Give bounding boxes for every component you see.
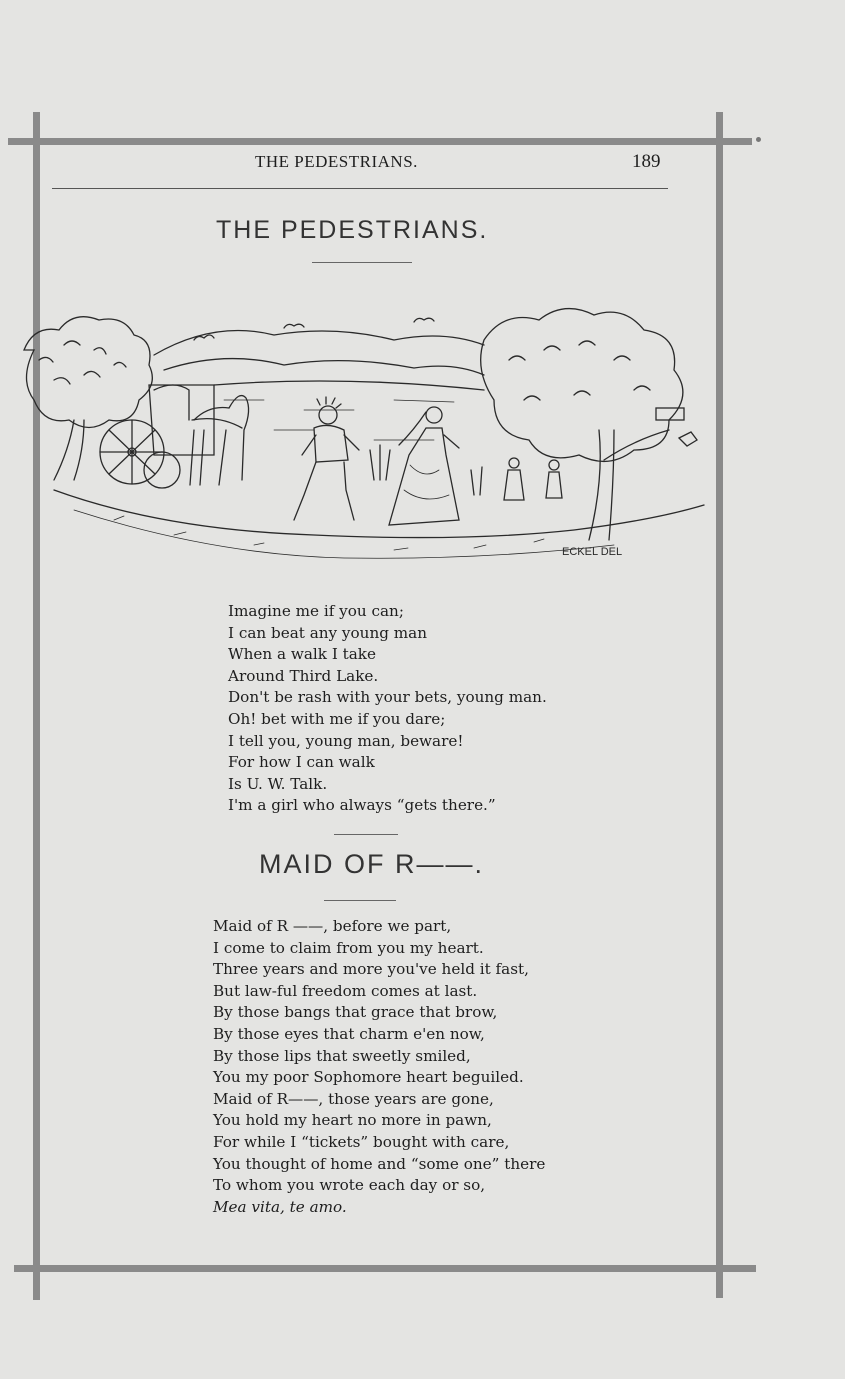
poem-line: By those bangs that grace that brow, [213, 1003, 498, 1022]
poem-line: To whom you wrote each day or so, [213, 1176, 486, 1195]
poem-line: I tell you, young man, beware! [228, 731, 464, 750]
poem-line: Imagine me if you can; [228, 602, 404, 620]
border-top-rule [8, 138, 752, 145]
poem-line: When a walk I take [228, 645, 376, 664]
poem-line: You my poor Sophomore heart beguiled. [213, 1068, 524, 1087]
poem-line: Three years and more you've held it fast, [213, 960, 529, 979]
poem-line: You thought of home and “some one” there [213, 1154, 546, 1173]
poem-line: By those lips that sweetly smiled, [213, 1046, 471, 1065]
poem-line: But law-ful freedom comes at last. [213, 981, 478, 1000]
poem-pedestrians [228, 601, 547, 817]
poem-title-maid-of-r: MAID OF R——. [259, 849, 484, 879]
poem-line: By those eyes that charm e'en now, [213, 1024, 485, 1043]
poem-line: Maid of R——, those years are gone, [213, 1089, 494, 1108]
poem-line: Oh! bet with me if you dare; [228, 709, 446, 728]
poem-line-latin: Mea vita, te amo. [213, 1197, 347, 1216]
title-underline [312, 262, 412, 263]
poem-line: Maid of R ——, before we part, [213, 917, 452, 935]
poem-line: Around Third Lake. [228, 666, 379, 685]
section-divider [334, 834, 398, 835]
poem-line: For how I can walk [228, 753, 375, 772]
poem-line: For while I “tickets” bought with care, [213, 1132, 510, 1151]
illustration-pedestrians [14, 280, 714, 590]
poem-line: I come to claim from you my heart. [213, 938, 484, 957]
ink-dot [756, 137, 761, 142]
poem-title-pedestrians: THE PEDESTRIANS. [216, 216, 489, 244]
poem-maid-of-r [213, 916, 545, 1218]
illustration-signature: ECKEL DEL [562, 546, 623, 558]
title-underline [324, 900, 396, 901]
border-bottom-rule [14, 1265, 756, 1272]
poem-line: Don't be rash with your bets, young man. [228, 688, 547, 707]
poem-line: You hold my heart no more in pawn, [213, 1111, 492, 1130]
header-rule [52, 188, 668, 189]
page-number: 189 [632, 151, 661, 172]
running-head: THE PEDESTRIANS. [255, 152, 418, 171]
poem-line: Is U. W. Talk. [228, 774, 328, 793]
border-right-rule [716, 112, 723, 1298]
poem-line: I can beat any young man [228, 623, 428, 642]
poem-line: I'm a girl who always “gets there.” [228, 796, 496, 815]
